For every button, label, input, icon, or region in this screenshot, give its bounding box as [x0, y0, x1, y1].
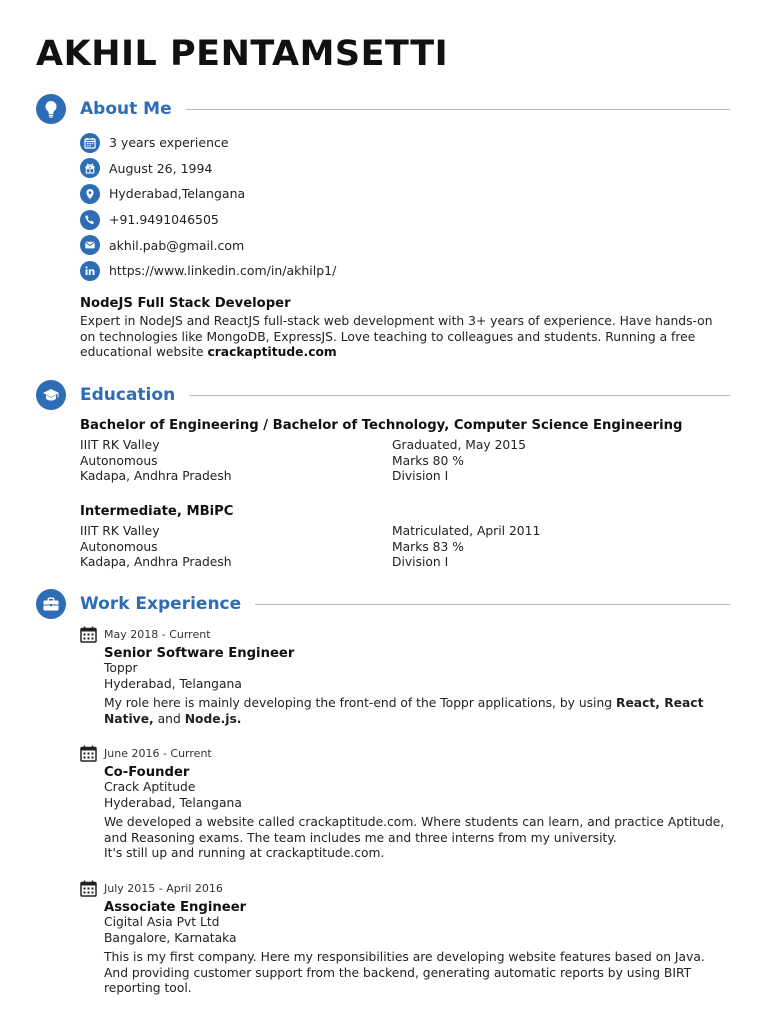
- phone-text: +91.9491046505: [109, 212, 219, 228]
- institution-type: Autonomous: [80, 539, 158, 554]
- job-entry: [80, 625, 730, 727]
- about-title: About Me: [80, 99, 172, 119]
- headline: NodeJS Full Stack Developer: [80, 296, 291, 311]
- job-description-text: My role here is mainly developing the front-end of the Toppr applications, by using: [104, 696, 613, 711]
- email-detail: [80, 232, 336, 258]
- institution-type: Autonomous: [80, 453, 158, 468]
- birthday-text: August 26, 1994: [109, 160, 213, 176]
- education-entry: [80, 418, 730, 485]
- job-body: [104, 765, 730, 862]
- contact-details: [80, 130, 336, 284]
- resume-name: AKHIL PENTAMSETTI: [36, 34, 449, 74]
- job-description: We developed a website called crackaptitude.com. Where students can learn, and practice Aptitude, and Reasoning exams. The team includes me and three interns from my university.: [104, 815, 725, 845]
- job-description: It's still up and running at crackaptitude.com.: [104, 846, 385, 861]
- education-entry: [80, 504, 730, 571]
- summary-block: [80, 296, 730, 361]
- marks: Marks 83 %: [392, 539, 464, 554]
- education-details: [80, 524, 730, 571]
- education-details: [80, 438, 730, 485]
- degree-title: Bachelor of Engineering / Bachelor of Technology, Computer Science Engineering: [80, 418, 683, 433]
- job-location: Hyderabad, Telangana: [104, 795, 242, 810]
- linkedin-detail: [80, 258, 336, 284]
- section-divider: [186, 109, 730, 110]
- job-body: [104, 646, 730, 727]
- section-divider: [255, 604, 730, 605]
- job-role: Co-Founder: [104, 765, 190, 780]
- calendar-icon: [80, 626, 97, 643]
- job-dates: May 2018 - Current: [104, 627, 211, 641]
- job-company: Cigital Asia Pvt Ltd: [104, 915, 220, 929]
- job-role: Associate Engineer: [104, 900, 247, 915]
- institution: IIIT RK Valley: [80, 524, 160, 538]
- job-description: This is my first company. Here my responsibilities are developing website features based on Java. And providing customer support from the backend, generating automatic reports by using BIRT reporting tool.: [104, 950, 705, 996]
- calendar-icon: [80, 745, 97, 762]
- experience-text: 3 years experience: [109, 135, 229, 151]
- job-date-row: [80, 625, 730, 643]
- gift-icon: [80, 158, 100, 178]
- calendar-icon: [80, 133, 100, 153]
- job-company: Toppr: [104, 661, 138, 675]
- location-text: Hyderabad,Telangana: [109, 186, 246, 202]
- summary-link[interactable]: crackaptitude.com: [207, 345, 337, 360]
- linkedin-text[interactable]: https://www.linkedin.com/in/akhilp1/: [109, 263, 337, 279]
- job-entry: [80, 879, 730, 997]
- job-company: Crack Aptitude: [104, 780, 196, 794]
- job-description-and: and: [157, 711, 181, 726]
- work-title: Work Experience: [80, 594, 242, 614]
- job-tech-2: Node.js.: [184, 711, 242, 726]
- birthday-detail: [80, 156, 336, 182]
- linkedin-icon: [80, 261, 100, 281]
- division: Division I: [392, 469, 449, 484]
- job-description: [104, 696, 730, 727]
- job-body: [104, 900, 730, 997]
- institution-location: Kadapa, Andhra Pradesh: [80, 469, 232, 484]
- lightbulb-icon: [36, 94, 66, 124]
- email-text[interactable]: akhil.pab@gmail.com: [109, 237, 245, 253]
- phone-detail: [80, 207, 336, 233]
- summary-body: Expert in NodeJS and ReactJS full-stack web development with 3+ years of experience. Have hands-on on technologies like MongoDB, ExpressJS. Love teaching to colleagues and students. Running a free educational website: [80, 314, 713, 360]
- phone-icon: [80, 210, 100, 230]
- education-title: Education: [80, 385, 176, 405]
- job-tech-1: React, React Native,: [104, 696, 704, 726]
- division: Division I: [392, 555, 449, 570]
- job-dates: June 2016 - Current: [104, 746, 212, 760]
- job-role: Senior Software Engineer: [104, 646, 295, 661]
- job-entry: [80, 744, 730, 862]
- location-detail: [80, 181, 336, 207]
- job-date-row: [80, 744, 730, 762]
- experience-detail: [80, 130, 336, 156]
- job-location: Hyderabad, Telangana: [104, 676, 242, 691]
- graduation-cap-icon: [36, 380, 66, 410]
- degree-title: Intermediate, MBiPC: [80, 504, 234, 519]
- graduation-status: Matriculated, April 2011: [392, 524, 541, 538]
- graduation-status: Graduated, May 2015: [392, 438, 526, 452]
- section-divider: [189, 395, 730, 396]
- about-section-header: [36, 93, 730, 125]
- institution: IIIT RK Valley: [80, 438, 160, 452]
- email-icon: [80, 235, 100, 255]
- location-icon: [80, 184, 100, 204]
- job-date-row: [80, 879, 730, 897]
- job-location: Bangalore, Karnataka: [104, 930, 237, 945]
- briefcase-icon: [36, 589, 66, 619]
- institution-location: Kadapa, Andhra Pradesh: [80, 555, 232, 570]
- education-section-header: [36, 379, 730, 411]
- job-dates: July 2015 - April 2016: [104, 881, 223, 895]
- summary-text: [80, 314, 730, 361]
- marks: Marks 80 %: [392, 453, 464, 468]
- work-section-header: [36, 588, 730, 620]
- calendar-icon: [80, 880, 97, 897]
